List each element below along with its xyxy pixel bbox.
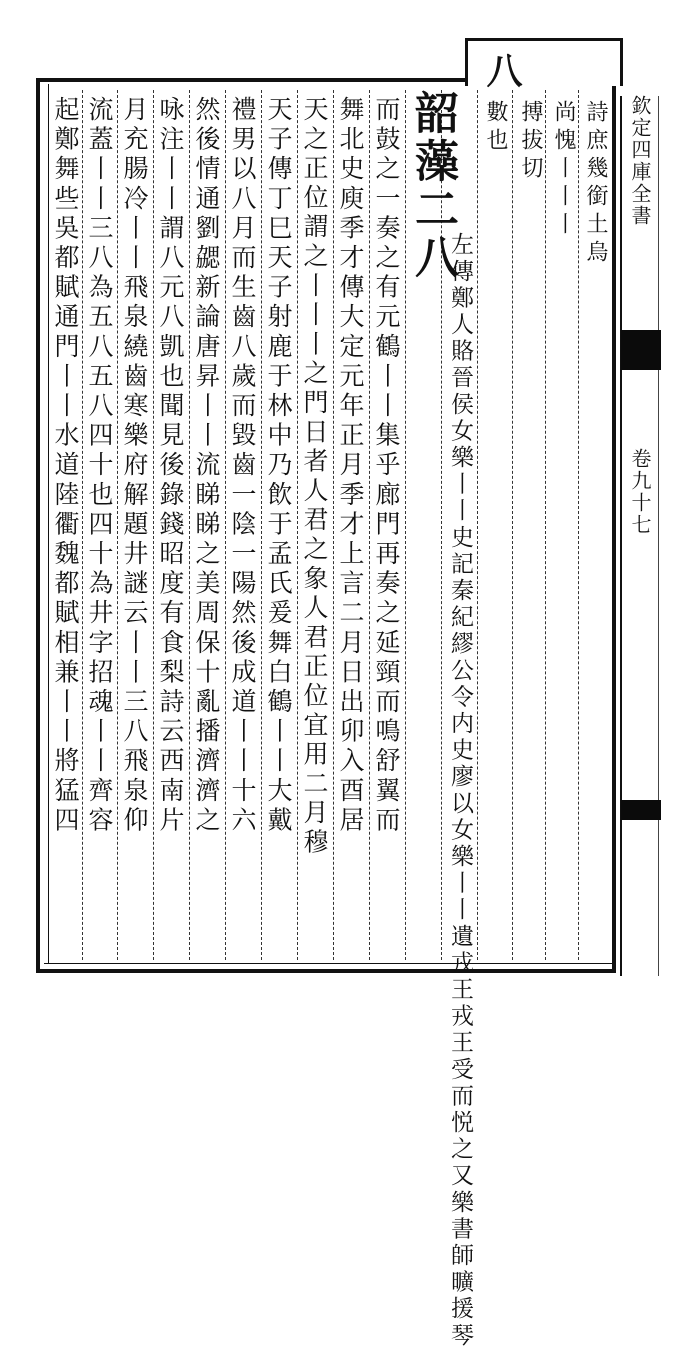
column-rule (333, 90, 334, 960)
text-column: 天子傳丁巳天子射鹿于林中乃飲于孟氏爰舞白鶴丨丨大戴 (264, 96, 293, 836)
column-rule (477, 90, 478, 960)
text-column: 搏拔切 (518, 100, 543, 184)
column-rule (578, 90, 579, 960)
text-column: 月充腸冷丨丨飛泉繞齒寒樂府解題井謎云丨丨三八飛泉仰 (120, 96, 149, 836)
entry-heading: 韶藻二八 (407, 90, 458, 282)
column-rule (512, 90, 513, 960)
text-column: 起鄭舞些吳都賦通門丨丨水道陸衢魏都賦相兼丨丨將猛四 (51, 96, 80, 836)
fishtail-mark-bottom (621, 800, 661, 820)
text-column: 而鼓之一奏之有元鶴丨丨集乎廊門再奏之延頸而鳴舒翼而 (372, 96, 401, 836)
fishtail-mark-top (621, 330, 661, 370)
text-column: 天之正位謂之丨丨丨之門日者人君之象人君正位宜用二月穆 (300, 96, 329, 858)
column-rule (261, 90, 262, 960)
column-rule (117, 90, 118, 960)
text-column: 咏注丨丨謂八元八凱也聞見後錄錢昭度有食梨詩云西南片 (156, 96, 185, 836)
column-rule (82, 90, 83, 960)
margin-rule (620, 96, 622, 976)
inner-border-left (48, 84, 49, 964)
text-column: 然後情通劉勰新論唐昇丨丨流睇睇之美周保十亂播濟濟之 (192, 96, 221, 836)
column-rule (189, 90, 190, 960)
text-column: 尚愧丨丨丨 (551, 100, 576, 240)
margin-rule-outer (658, 96, 659, 976)
column-rule (225, 90, 226, 960)
inner-border-bottom (44, 963, 614, 964)
column-rule (153, 90, 154, 960)
text-column: 禮男以八月而生齒八歲而毀齒一陰一陽然後成道丨丨十六 (228, 96, 257, 836)
volume-number: 卷九十七 (628, 448, 652, 536)
column-rule (405, 90, 406, 960)
text-column: 舞北史庾季才傳大定元年正月季才上言二月日出卯入酉居 (336, 96, 365, 836)
column-rule (545, 90, 546, 960)
text-column: 詩庶幾銜土烏 (583, 100, 608, 268)
column-rule (369, 90, 370, 960)
text-column-heading-gloss: 左傳鄭人賂晉侯女樂丨丨史記秦紀繆公令内史廖以女樂丨丨遺戎王戎王受而悦之又樂書師曠援琴 (447, 232, 473, 1349)
text-column: 數也 (483, 100, 508, 156)
section-marker: 八 (481, 52, 523, 92)
column-rule (297, 90, 298, 960)
book-title: 欽定四庫全書 (628, 95, 652, 227)
text-column: 流蓋丨丨三八為五八五八四十也四十為井字招魂丨丨齊容 (85, 96, 114, 836)
